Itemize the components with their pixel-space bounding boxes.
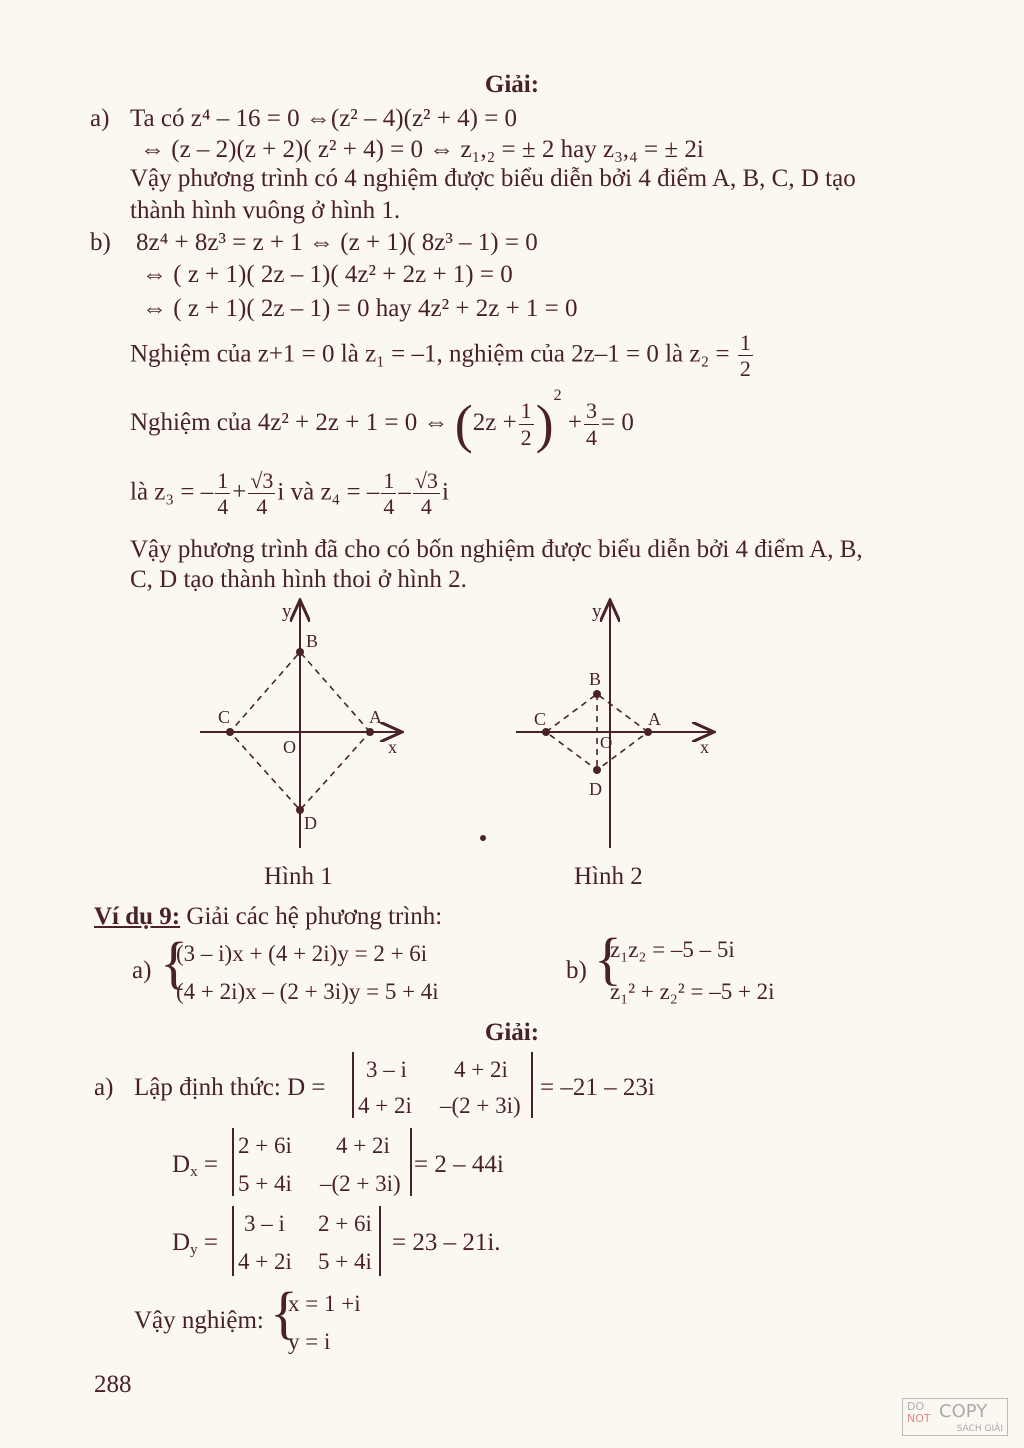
watermark-do: DO — [907, 1400, 925, 1413]
part-b-line-7: Vậy phương trình đã cho có bốn nghiệm được biểu diễn bởi 4 điểm A, B, — [130, 536, 863, 563]
system-b-brace: { — [594, 926, 622, 991]
imag-i: i — [277, 478, 285, 506]
fig1-point-d — [296, 806, 304, 814]
part-a-line-2: ⇔ (z – 2)(z + 2)( z² + 4) = 0 ⇔ z₁,₂ = ± 2 hay z₃,₄ = ± 2i — [140, 136, 704, 163]
solution-title: Giải: — [484, 71, 540, 98]
exponent-2: 2 — [553, 387, 562, 404]
det-dx-a12: 4 + 2i — [336, 1133, 390, 1158]
part-a-line-3: Vậy phương trình có 4 nghiệm được biểu diễn bởi 4 điểm A, B, C, D tạo — [130, 165, 856, 192]
part-a-line-4: thành hình vuông ở hình 1. — [130, 197, 401, 224]
det-dy-left-bar — [232, 1206, 234, 1276]
plus: + — [567, 409, 583, 436]
det-d-right-bar — [531, 1052, 533, 1118]
part-b-line-8: C, D tạo thành hình thoi ở hình 2. — [130, 566, 467, 593]
part-b-line-1: 8z⁴ + 8z³ = z + 1 ⇔ (z + 1)( 8z³ – 1) = 0 — [136, 229, 538, 256]
system-a-brace: { — [160, 930, 188, 995]
det-dx-a11: 2 + 6i — [238, 1133, 292, 1158]
system-b-eq-2: z₁² + z₂² = –5 + 2i — [610, 979, 775, 1004]
plus: + — [232, 478, 247, 506]
sol-a-text: Lập định thức: D = — [134, 1074, 326, 1101]
det-d-a22: –(2 + 3i) — [440, 1093, 521, 1118]
z4-label: và z₄ = — [290, 478, 361, 506]
fraction-one-half: $\frac{1}{2}$ — [739, 330, 751, 382]
fig2-c-label: C — [534, 709, 547, 729]
fig2-point-d — [593, 766, 601, 774]
quadratic-text: Nghiệm của 4z² + 2z + 1 = 0 ⇔ — [130, 409, 449, 436]
det-dx-value: = 2 – 44i — [414, 1151, 504, 1178]
roots-text: Nghiệm của z+1 = 0 là z₁ = –1, nghiệm của 2z–1 = 0 là z₂ = — [130, 340, 730, 368]
example-text: Giải các hệ phương trình: — [186, 903, 443, 930]
fig2-o-label: O — [600, 733, 613, 752]
fig2-d-label: D — [589, 779, 602, 799]
conclusion-text: Vậy nghiệm: — [134, 1307, 264, 1334]
fig1-caption: Hình 1 — [264, 863, 333, 890]
watermark-copy: COPY — [939, 1401, 988, 1422]
system-a-label: a) — [132, 957, 152, 984]
det-dy-a22: 5 + 4i — [318, 1249, 372, 1274]
det-dx-left-bar — [232, 1128, 234, 1196]
det-d-a11: 3 – i — [366, 1057, 407, 1082]
fig1-point-c — [226, 728, 234, 736]
watermark-not: NOT — [907, 1412, 931, 1425]
det-dy-a21: 4 + 2i — [238, 1249, 292, 1274]
fig2-y-label: y — [592, 601, 602, 622]
det-dx-a21: 5 + 4i — [238, 1171, 292, 1196]
z3-label: là z₃ = — [130, 478, 195, 506]
fig2-point-a — [644, 728, 652, 736]
system-a-eq-2: (4 + 2i)x – (2 + 3i)y = 5 + 4i — [176, 979, 439, 1004]
det-dy-label: $D_y$ = — [172, 1229, 218, 1258]
sol-a-label: a) — [94, 1074, 114, 1101]
fraction-sqrt3-over-4-b: $\frac{√3}{4}$ — [414, 468, 438, 520]
fraction-one-half-b: $\frac{1}{2}$ — [520, 398, 532, 450]
fig1-point-b — [296, 648, 304, 656]
watermark-logo — [902, 1398, 1008, 1436]
fig2-caption: Hình 2 — [574, 863, 643, 890]
right-paren: ) — [535, 393, 554, 454]
fig1-point-a — [366, 728, 374, 736]
fig1-b-label: B — [306, 631, 319, 651]
fraction-sqrt3-over-4: $\frac{√3}{4}$ — [250, 468, 274, 520]
minus: – — [398, 478, 411, 506]
part-a-line-1: Ta có z⁴ – 16 = 0 ⇔(z² – 4)(z² + 4) = 0 — [130, 105, 518, 132]
fig1-a-label: A — [369, 707, 382, 727]
two-z: 2z + — [472, 409, 517, 436]
det-dx-label: $D_x$ = — [172, 1151, 218, 1180]
system-b-eq-1: z₁z₂ = –5 – 5i — [610, 937, 735, 962]
det-d-a21: 4 + 2i — [358, 1093, 412, 1118]
fig2-point-c — [542, 728, 550, 736]
solution-brace: { — [270, 1280, 298, 1345]
det-d-value: = –21 – 23i — [540, 1074, 655, 1101]
fig2-a-label: A — [648, 709, 661, 729]
watermark-brand: SÁCH GIẢI — [956, 1424, 1003, 1434]
fraction-one-quarter-b: $\frac{1}{4}$ — [383, 468, 395, 520]
det-dy-value: = 23 – 21i. — [392, 1229, 501, 1256]
part-b-line-3: ⇔ ( z + 1)( 2z – 1) = 0 hay 4z² + 2z + 1 = 0 — [142, 295, 578, 322]
example-heading — [94, 904, 442, 929]
det-d-left-bar — [352, 1052, 354, 1118]
det-dx-a22: –(2 + 3i) — [320, 1171, 401, 1196]
part-a-label: a) — [90, 105, 110, 132]
det-dy-right-bar — [379, 1206, 381, 1276]
part-b-line-2: ⇔ ( z + 1)( 2z – 1)( 4z² + 2z + 1) = 0 — [142, 261, 513, 288]
det-d-a12: 4 + 2i — [454, 1057, 508, 1082]
page-number: 288 — [94, 1371, 132, 1398]
det-dy-a11: 3 – i — [244, 1211, 285, 1236]
fig2-point-b — [593, 690, 601, 698]
left-paren: ( — [454, 393, 473, 454]
eq-zero: = 0 — [601, 409, 634, 436]
solution-y: y = i — [288, 1329, 331, 1354]
imag-i: i — [441, 478, 449, 506]
fraction-three-quarters: $\frac{3}{4}$ — [586, 398, 598, 450]
solution-title-2: Giải: — [484, 1019, 540, 1046]
fig1-o-label: O — [283, 737, 296, 757]
fraction-one-quarter: $\frac{1}{4}$ — [217, 468, 229, 520]
minus: – — [366, 478, 380, 506]
system-a-eq-1: (3 – i)x + (4 + 2i)y = 2 + 6i — [176, 941, 428, 966]
fig2-b-label: B — [589, 669, 602, 689]
example-label: Ví dụ 9: — [94, 903, 181, 930]
stray-dot — [480, 835, 486, 841]
system-b-label: b) — [566, 957, 587, 984]
fig1-y-label: y — [282, 601, 292, 622]
fig2-x-label: x — [700, 737, 709, 757]
det-dy-a12: 2 + 6i — [318, 1211, 372, 1236]
fig1-x-label: x — [388, 737, 397, 757]
part-b-label: b) — [90, 229, 111, 256]
minus: – — [200, 478, 214, 506]
fig1-c-label: C — [218, 707, 231, 727]
det-dx-right-bar — [410, 1128, 412, 1196]
fig1-d-label: D — [304, 813, 317, 833]
solution-x: x = 1 +i — [288, 1291, 361, 1316]
